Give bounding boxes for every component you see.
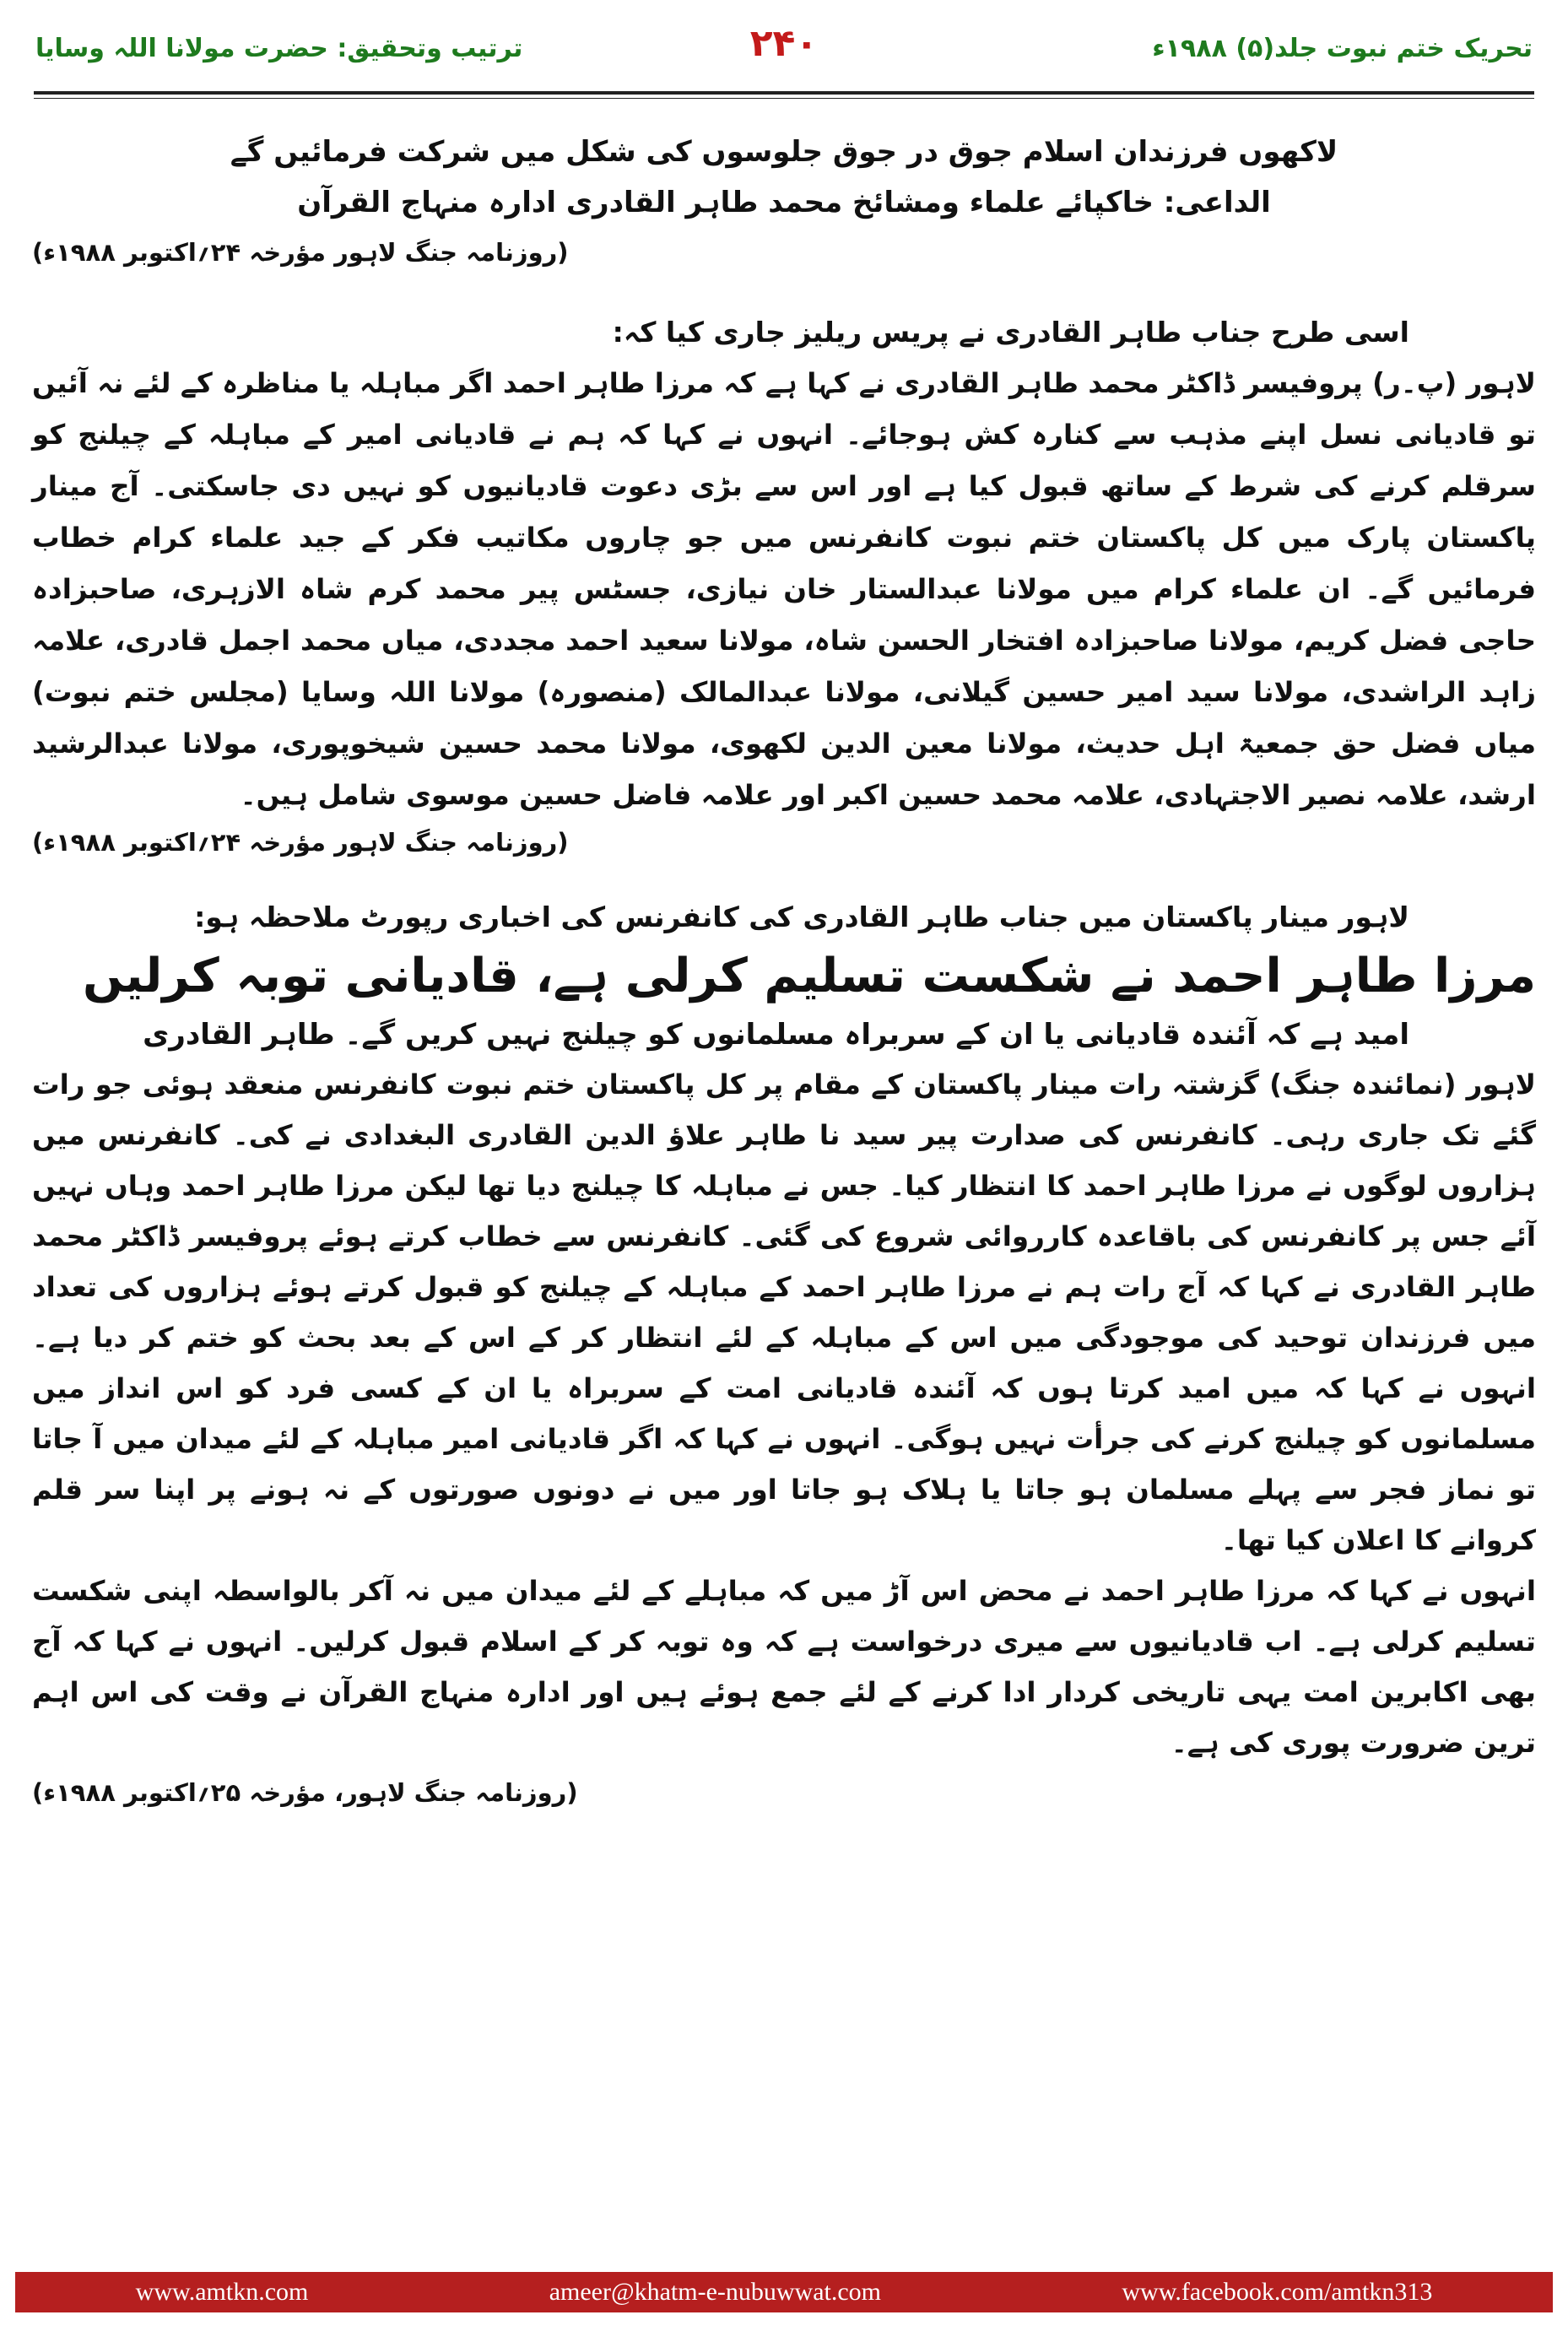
email-link[interactable]: ameer@khatm-e-nubuwwat.com [549,2278,882,2306]
citation-1: (روزنامہ جنگ لاہور مؤرخہ ۲۴؍اکتوبر ۱۹۸۸ء) [32,238,569,267]
facebook-link[interactable]: www.facebook.com/amtkn313 [1122,2278,1433,2306]
report-subheadline: امید ہے کہ آئندہ قادیانی یا ان کے سربراہ مسلمانوں کو چیلنج نہیں کریں گے۔ طاہر القادری [143,1018,1409,1052]
report-headline: مرزا طاہر احمد نے شکست تسلیم کرلی ہے، قادیانی توبہ کرلیں [83,949,1536,1003]
press-release-paragraph: لاہور (پ۔ر) پروفیسر ڈاکٹر محمد طاہر القادری نے کہا ہے کہ مرزا طاہر احمد اگر مباہلہ یا مناظرہ کے لئے نہ آئیں تو قادیانی نسل اپنے مذہب سے کنارہ کش ہوجائے۔ انہوں نے کہا کہ ہم نے قادیانی امیر کے مباہلہ کے چیلنج کو سرقلم کرنے کی شرط کے ساتھ قبول کیا ہے اور اس سے بڑی دعوت قادیانیوں کو نہیں دی جاسکتی۔ آج مینار پاکستان پارک میں کل پاکستان ختم نبوت کانفرنس میں جو چاروں مکاتیب فکر کے جید علماء کرام خطاب فرمائیں گے۔ ان علماء کرام میں مولانا عبدالستار خان نیازی، جسٹس پیر محمد کرم شاہ الازہری، صاحبزادہ حاجی فضل کریم، مولانا صاحبزادہ افتخار الحسن شاہ، مولانا سعید احمد مجددی، میاں محمد اجمل قادری، علامہ زاہد الراشدی، مولانا سید امیر حسین گیلانی، مولانا عبدالمالک (منصورہ) مولانا اللہ وسایا (مجلس ختم نبوت) میاں فضل حق جمعیۃ اہل حدیث، مولانا معین الدین لکھوی، مولانا محمد حسین شیخوپوری، مولانا عبدالرشید ارشد، علامہ نصیر الاجتہادی، علامہ محمد حسین اکبر اور علامہ فاضل حسین موسوی شامل ہیں۔ [32,367,1536,811]
report-intro: لاہور مینار پاکستان میں جناب طاہر القادری کی کانفرنس کی اخباری رپورٹ ملاحظہ ہو: [194,901,1409,933]
website-link[interactable]: www.amtkn.com [135,2278,309,2306]
footer-bar [15,2272,1553,2312]
report-paragraph-2: انہوں نے کہا کہ مرزا طاہر احمد نے محض اس آڑ میں کہ مباہلے کے لئے میدان میں نہ آکر بالواسطہ اپنی شکست تسلیم کرلی ہے۔ اب قادیانیوں سے میری درخواست ہے کہ وہ توبہ کر کے اسلام قبول کرلیں۔ انہوں نے کہا کہ آج بھی اکابرین امت یہی تاریخی کردار ادا کرنے کے لئے جمع ہوئے ہیں اور ادارہ منہاج القرآن نے وقت کی اس اہم ترین ضرورت پوری کی ہے۔ [32,1575,1536,1759]
header-divider [34,91,1534,95]
compiler-credit: ترتیب وتحقیق: حضرت مولانا اللہ وسایا [35,34,523,63]
announcement-line-1: لاکھوں فرزندان اسلام جوق در جوق جلوسوں کی شکل میں شرکت فرمائیں گے [230,135,1338,169]
report-paragraph-1: لاہور (نمائندہ جنگ) گزشتہ رات مینار پاکستان کے مقام پر کل پاکستان ختم نبوت کانفرنس منعقد ہوئی جو رات گئے تک جاری رہی۔ کانفرنس کی صدارت پیر سید نا طاہر علاؤ الدین القادری البغدادی نے کی۔ کانفرنس میں ہزاروں لوگوں نے مرزا طاہر احمد کا انتظار کیا۔ جس نے مباہلہ کا چیلنج دیا تھا لیکن مرزا طاہر احمد وہاں نہیں آئے جس پر کانفرنس کی باقاعدہ کارروائی شروع کی گئی۔ کانفرنس سے خطاب کرتے ہوئے پروفیسر ڈاکٹر محمد طاہر القادری نے کہا کہ آج رات ہم نے مرزا طاہر احمد کے مباہلہ کے چیلنج کو قبول کرتے ہوئے ہزاروں کی تعداد میں فرزندان توحید کی موجودگی میں اس کے مباہلہ کے لئے انتظار کر کے اس کے بعد بحث کو ختم کر دیا ہے۔ انہوں نے کہا کہ میں امید کرتا ہوں کہ آئندہ قادیانی امت کے سربراہ یا ان کے کسی فرد کو اس انداز میں مسلمانوں کو چیلنج کرنے کی جرأت نہیں ہوگی۔ انہوں نے کہا کہ اگر قادیانی امیر مباہلہ کے لئے میدان میں آ جاتا تو نماز فجر سے پہلے مسلمان ہو جاتا یا ہلاک ہو جاتا اور میں نے دونوں صورتوں کے نہ ہونے پر اپنا سر قلم کروانے کا اعلان کیا تھا۔ [32,1068,1536,1556]
page-body [32,127,1536,1814]
page-number: ۲۴۰ [749,22,819,65]
press-release-intro: اسی طرح جناب طاہر القادری نے پریس ریلیز جاری کیا کہ: [612,316,1409,349]
book-title: تحریک ختم نبوت جلد(۵) ۱۹۸۸ء [1152,34,1533,63]
citation-2: (روزنامہ جنگ لاہور مؤرخہ ۲۴؍اکتوبر ۱۹۸۸ء) [32,828,569,857]
announcement-line-2: الداعی: خاکپائے علماء ومشائخ محمد طاہر القادری ادارہ منہاج القرآن [297,186,1271,219]
header-divider-thin [34,98,1534,99]
citation-3: (روزنامہ جنگ لاہور، مؤرخہ ۲۵؍اکتوبر ۱۹۸۸ء) [32,1778,578,1807]
